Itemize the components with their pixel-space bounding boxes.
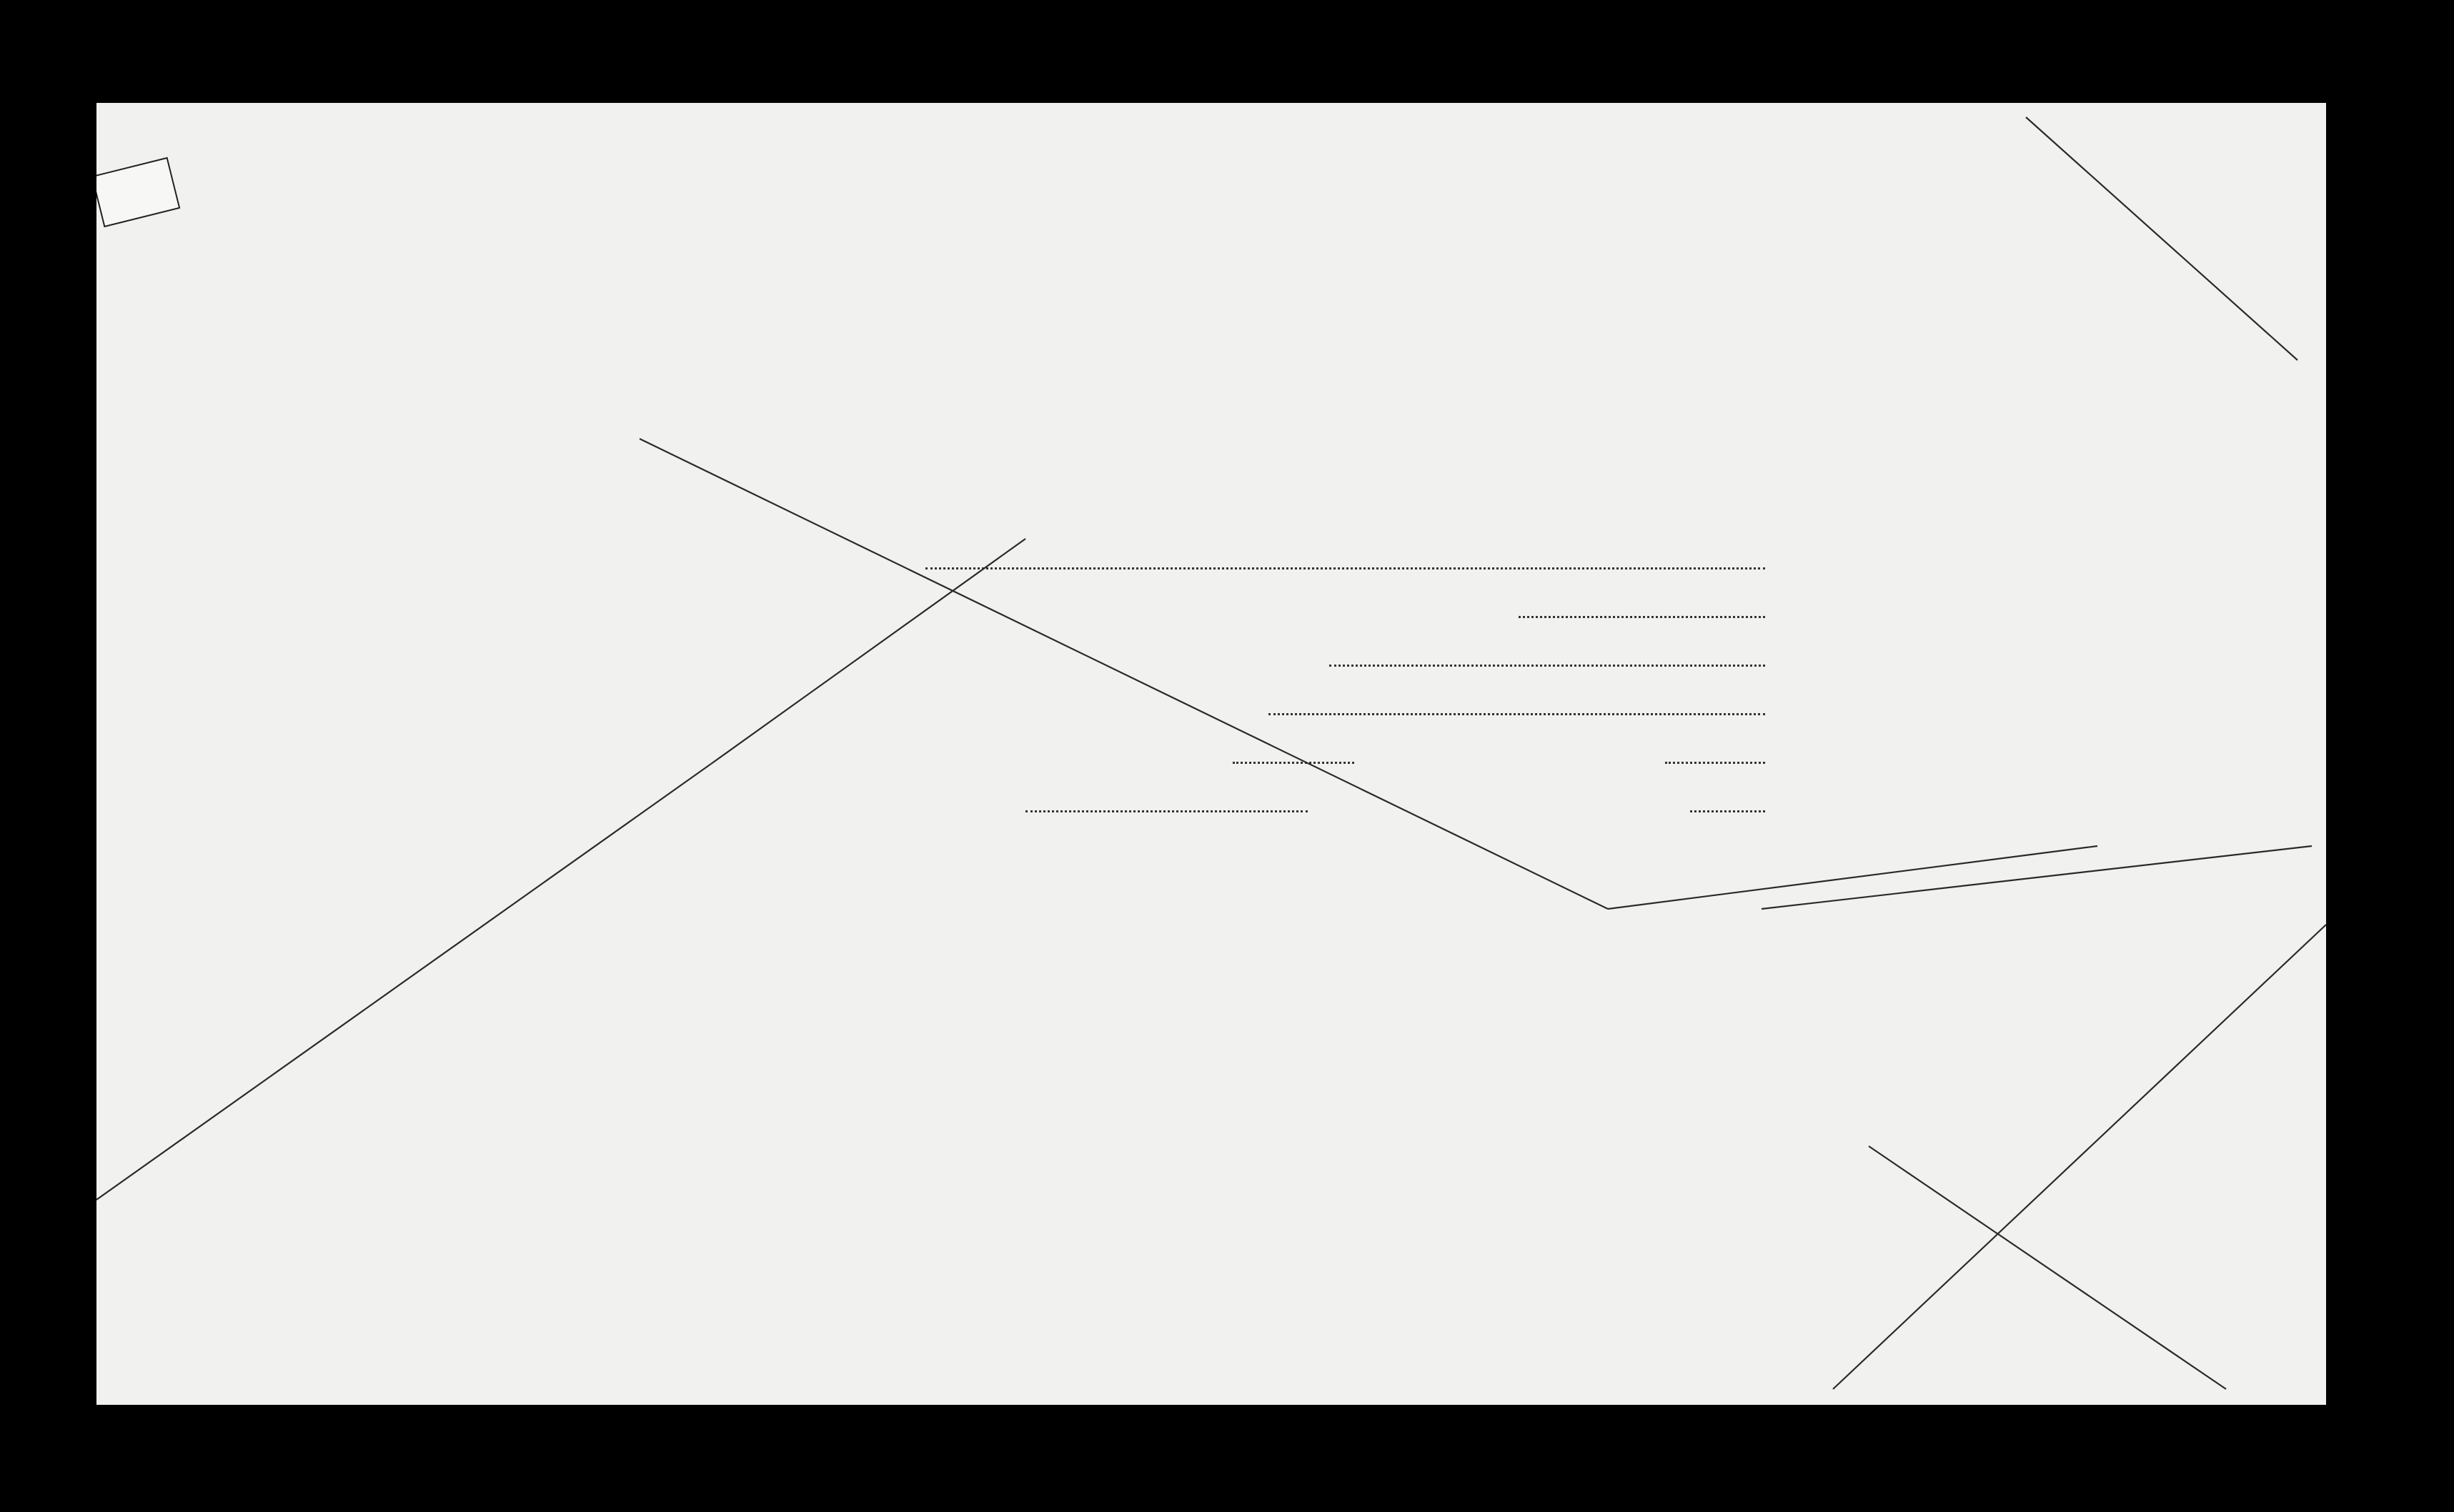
torn-corner — [96, 157, 180, 227]
answer-line — [1329, 665, 1765, 667]
answer-line — [1690, 810, 1765, 812]
question-other-land — [740, 595, 1519, 623]
question-farming — [740, 692, 1268, 720]
private-owners-panel — [711, 439, 1899, 917]
answer-line — [1665, 762, 1765, 764]
answer-line — [925, 567, 1765, 570]
census-card — [96, 103, 2326, 1405]
private-panel-title — [711, 449, 1899, 477]
question-village-distance — [1365, 740, 1665, 769]
answer-line — [1233, 762, 1354, 764]
answer-line — [1025, 810, 1308, 812]
question-land-type — [740, 643, 1329, 672]
question-owner-name — [740, 497, 1890, 526]
question-owner-name-cont — [740, 546, 925, 575]
answer-line — [1519, 616, 1765, 618]
question-village — [740, 740, 1233, 769]
question-market — [740, 789, 1025, 817]
question-market-distance — [1318, 789, 1690, 817]
answer-line — [1268, 713, 1765, 715]
